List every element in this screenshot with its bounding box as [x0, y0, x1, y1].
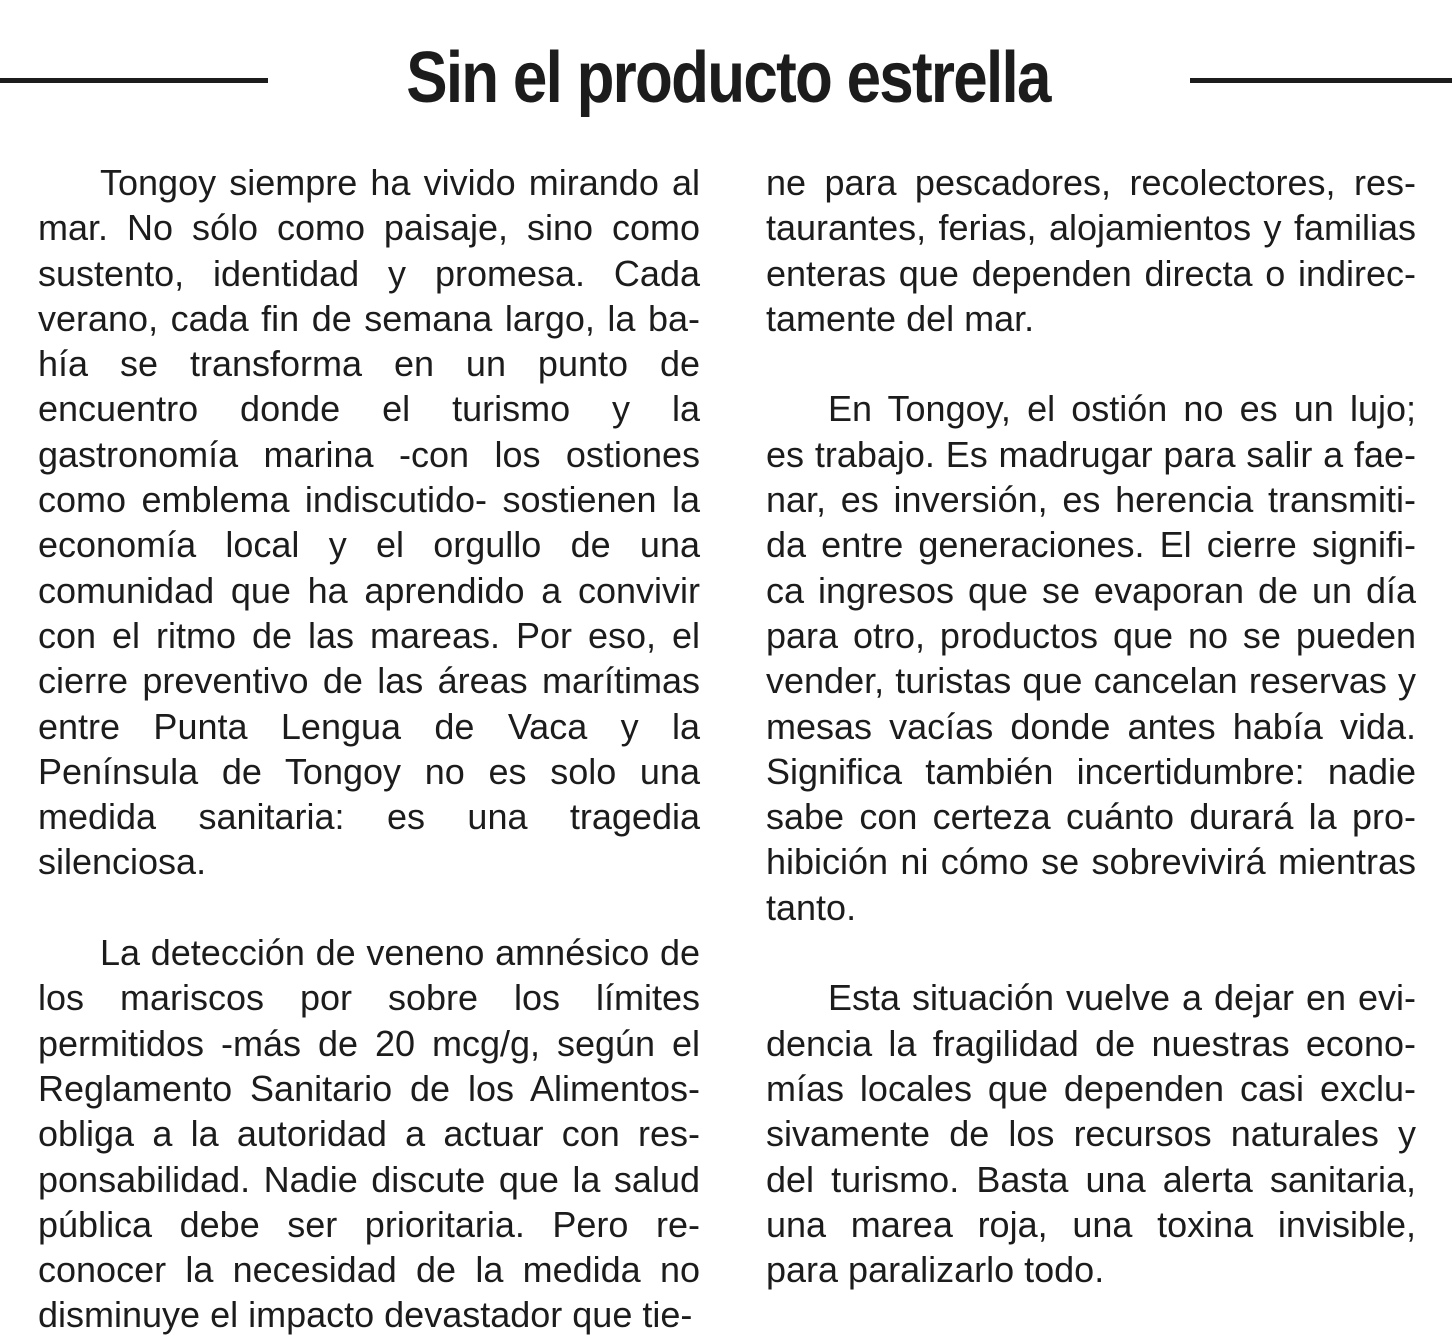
headline-row	[0, 30, 1452, 130]
article-paragraph: Tongoy siempre ha vivido mirando al mar. No sólo como paisaje, sino como sustento, identidad y promesa. Cada verano, cada fin de semana largo, la bahía se transforma en un punto de encuentro donde el turismo y la gastronomía marina -con los ostiones como emblema indiscutido- sostienen la economía local y el orgullo de una comunidad que ha aprendido a convivir con el ritmo de las mareas. Por eso, el cierre preventivo de las áreas marítimas entre Punta Lengua de Vaca y la Península de Tongoy no es solo una medida sanitaria: es una tragedia silenciosa.	[38, 162, 700, 883]
article-paragraph: Esta situación vuelve a dejar en evidencia la fragilidad de nuestras economías locales que dependen casi exclusivamente de los recursos naturales y del turismo. Basta una alerta sanitaria, una marea roja, una toxina invisible, para paralizarlo todo.	[766, 977, 1416, 1291]
article-column-left	[38, 160, 700, 1338]
article-column-right	[766, 160, 1416, 1292]
article-paragraph: En Tongoy, el ostión no es un lujo; es trabajo. Es madrugar para salir a faenar, es inversión, es herencia transmitida entre generaciones. El cierre significa ingresos que se evaporan de un día para otro, productos que no se pueden vender, turistas que cancelan reservas y mesas vacías donde antes había vida. Significa también incertidumbre: nadie sabe con certeza cuánto durará la prohibición ni cómo se sobrevivirá mientras tanto.	[766, 388, 1416, 928]
article-paragraph: La detección de veneno amnésico de los mariscos por sobre los límites permitidos -más de 20 mcg/g, según el Reglamento Sanitario de los Alimentos- obliga a la autoridad a actuar con responsabilidad. Nadie discute que la salud pública debe ser prioritaria. Pero reconocer la necesidad de la medida no disminuye el impacto devastador que tie-	[38, 932, 700, 1336]
headline-rule-right	[1190, 78, 1452, 83]
article-headline: Sin el producto estrella	[406, 38, 1050, 118]
article-paragraph-continued: ne para pescadores, recolectores, restaurantes, ferias, alojamientos y familias enteras que dependen directa o indirectamente del mar.	[766, 162, 1416, 339]
